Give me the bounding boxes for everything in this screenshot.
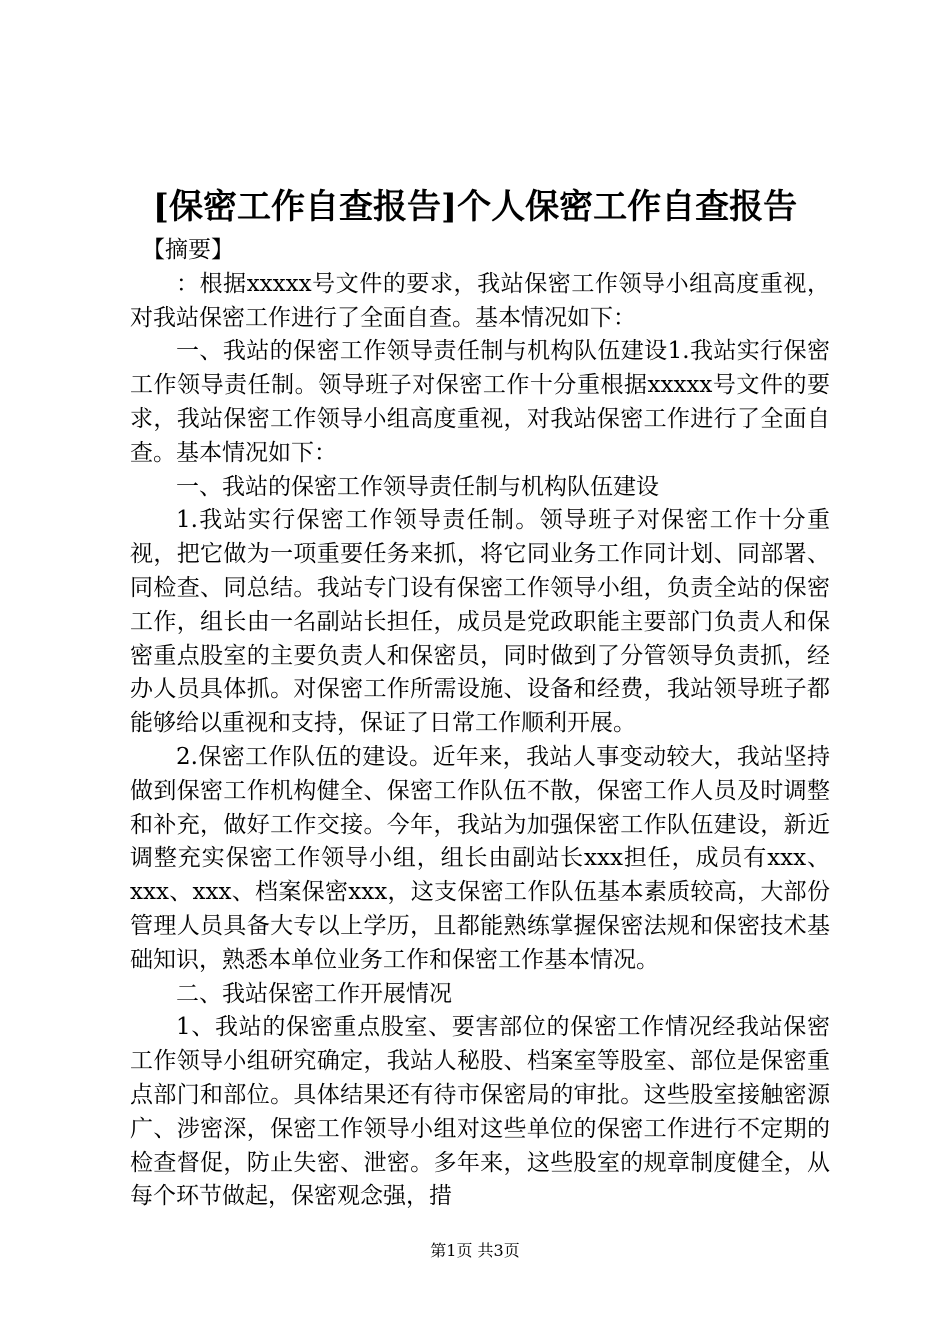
- page-footer: 第1页 共3页: [430, 1241, 520, 1260]
- paragraph-section-1-intro: 一、我站的保密工作领导责任制与机构队伍建设1.我站实行保密工作领导责任制。领导班子对保密工作十分重根据xxxxx号文件的要求，我站保密工作领导小组高度重视，对我站保密工作进行了全面自查。基本情况如下：: [130, 338, 830, 466]
- paragraph-responsibility: 1.我站实行保密工作领导责任制。领导班子对保密工作十分重视，把它做为一项重要任务来抓，将它同业务工作同计划、同部署、同检查、同总结。我站专门设有保密工作领导小组，负责全站的保密工作，组长由一名副站长担任，成员是党政职能主要部门负责人和保密重点股室的主要负责人和保密员，同时做到了分管领导负责抓，经办人员具体抓。对保密工作所需设施、设备和经费，我站领导班子都能够给以重视和支持，保证了日常工作顺利开展。: [130, 507, 830, 737]
- document-body: [130, 234, 830, 1214]
- paragraph-key-departments: 1、我站的保密重点股室、要害部位的保密工作情况经我站保密工作领导小组研究确定，我站人秘股、档案室等股室、部位是保密重点部门和部位。具体结果还有待市保密局的审批。这些股室接触密源广、涉密深，保密工作领导小组对这些单位的保密工作进行不定期的检查督促，防止失密、泄密。多年来，这些股室的规章制度健全，从每个环节做起，保密观念强，措: [130, 1014, 830, 1210]
- abstract-label: 【摘要】: [142, 237, 234, 263]
- heading-section-2: 二、我站保密工作开展情况: [176, 980, 452, 1007]
- paragraph-team-building: 2.保密工作队伍的建设。近年来，我站人事变动较大，我站坚持做到保密工作机构健全、保密工作队伍不散，保密工作人员及时调整和补充，做好工作交接。今年，我站为加强保密工作队伍建设，新近调整充实保密工作领导小组，组长由副站长xxx担任，成员有xxx、xxx、xxx、档案保密xxx，这支保密工作队伍基本素质较高，大部份管理人员具备大专以上学历，且都能熟练掌握保密法规和保密技术基础知识，熟悉本单位业务工作和保密工作基本情况。: [130, 743, 830, 973]
- heading-section-1: 一、我站的保密工作领导责任制与机构队伍建设: [176, 473, 659, 500]
- document-title: [保密工作自查报告]个人保密工作自查报告: [152, 187, 798, 227]
- paragraph-abstract: ：根据xxxxx号文件的要求，我站保密工作领导小组高度重视，对我站保密工作进行了全面自查。基本情况如下：: [130, 270, 830, 331]
